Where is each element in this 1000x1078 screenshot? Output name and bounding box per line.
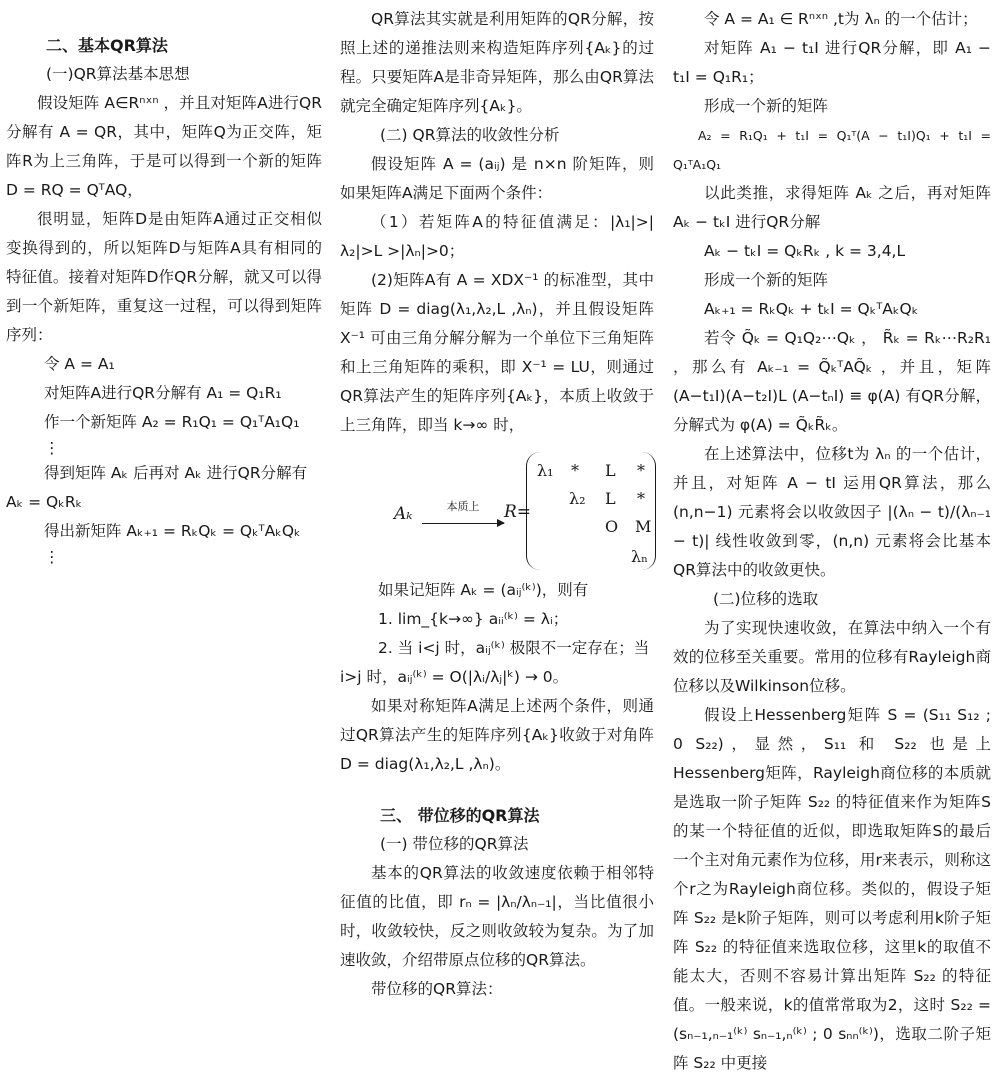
equation-line: 对矩阵A进行QR分解有 A₁ = Q₁R₁	[44, 384, 282, 402]
matrix-cell: *	[637, 461, 645, 480]
paragraph: 为了实现快速收敛，在算法中纳入一个有效的位移至关重要。常用的位移有Rayleigh商位移以及Wilkinson位移。	[673, 619, 991, 695]
equation-line: Aₖ₊₁ = RₖQₖ + tₖI = QₖᵀAₖQₖ	[704, 300, 919, 318]
paragraph: 若令 Q̃ₖ = Q₁Q₂⋯Qₖ ， R̃ₖ = Rₖ⋯R₂R₁ ，那么有 Aₖ₋₁ = Q̃ₖᵀAQ̃ₖ ，并且，矩阵 (A−t₁I)(A−t₂I)L (A−tₙI) ≡ φ(A) 有QR分解，分解式为 φ(A) = Q̃ₖR̃ₖ。	[673, 329, 991, 434]
equation-line: 作一个新矩阵 A₂ = R₁Q₁ = Q₁ᵀA₁Q₁	[44, 413, 300, 431]
column-2	[340, 0, 654, 1004]
matrix-cell: *	[571, 461, 579, 480]
matrix-cell: λₙ	[631, 547, 649, 566]
limit-matrix-equation	[340, 446, 654, 572]
subsection-heading-basic-idea: (一)QR算法基本思想	[46, 65, 190, 83]
subsection-heading-shift-selection: (二)位移的选取	[713, 590, 819, 608]
column-3	[673, 0, 991, 1078]
matrix-cell: M	[635, 517, 652, 536]
paragraph: 假设上Hessenberg矩阵 S = (S₁₁ S₁₂ ; 0 S₂₂)，显然，S₁₁ 和 S₂₂ 也是上Hessenberg矩阵，Rayleigh商位移的本质就是选取一阶子矩阵 S₂₂ 的特征值来作为矩阵S的某一个特征值的近似，即选取矩阵S的最后一个主对角元素作为位移，用r来表示，则称这个r之为Rayleigh商位移。类似的，假设子矩阵 S₂₂ 是k阶子矩阵，则可以考虑利用k阶子矩阵 S₂₂ 的特征值来选取位移，这里k的取值不能太大，否则不容易计算出矩阵 S₂₂ 的特征值。一般来说，k的值常常取为2，这时 S₂₂ = (sₙ₋₁,ₙ₋₁⁽ᵏ⁾ sₙ₋₁,ₙ⁽ᵏ⁾ ; 0 sₙₙ⁽ᵏ⁾)，选取二阶子矩阵 S₂₂ 中更接	[673, 706, 991, 1072]
vertical-ellipsis: ⋮	[44, 548, 60, 566]
matrix-cell: L	[605, 461, 616, 480]
list-item-continuation: i>j 时，aᵢⱼ⁽ᵏ⁾ = O(|λᵢ/λⱼ|ᵏ) → 0。	[340, 668, 569, 686]
paragraph: 假设矩阵 A∈Rⁿˣⁿ ，并且对矩阵A进行QR分解有 A = QR，其中，矩阵Q为正交阵，矩阵R为上三角阵，于是可以得到一个新的矩阵 D = RQ = QᵀAQ，	[6, 94, 322, 199]
paragraph: 对矩阵 A₁ − t₁I 进行QR分解，即 A₁ − t₁I = Q₁R₁；	[673, 39, 991, 86]
matrix-cell: *	[637, 489, 645, 508]
arrow-label: 本质上	[446, 500, 480, 513]
upper-triangular-matrix	[526, 452, 656, 570]
arrow-line	[422, 523, 504, 524]
paragraph: 在上述算法中，位移t为 λₙ 的一个估计，并且，对矩阵 A − tI 运用QR算法，那么 (n,n−1) 元素将会以收敛因子 |(λₙ − t)/(λₙ₋₁ − t)| 线性收敛到零，(n,n) 元素将会比基本QR算法中的收敛更快。	[673, 445, 991, 579]
subsection-heading-convergence: (二) QR算法的收敛性分析	[380, 126, 560, 144]
paragraph: 令 A = A₁ ∈ Rⁿˣⁿ ,t为 λₙ 的一个估计；	[704, 10, 978, 28]
matrix-cell: λ₂	[569, 489, 586, 508]
matrix-cell: λ₁	[537, 461, 554, 480]
subsection-heading-shifted-qr: (一) 带位移的QR算法	[380, 835, 529, 853]
paragraph: QR算法其实就是利用矩阵的QR分解，按照上述的递推法则来构造矩阵序列{Aₖ}的过程。只要矩阵A是非奇异矩阵，那么由QR算法就完全确定矩阵序列{Aₖ}。	[340, 10, 654, 115]
paragraph: 如果对称矩阵A满足上述两个条件，则通过QR算法产生的矩阵序列{Aₖ}收敛于对角阵 D = diag(λ₁,λ₂,L ,λₙ)。	[340, 697, 654, 773]
paragraph: 假设矩阵 A = (aᵢⱼ) 是 n×n 阶矩阵，则如果矩阵A满足下面两个条件：	[340, 155, 654, 202]
section-heading-basic-qr: 二、基本QR算法	[46, 36, 168, 55]
paragraph: （1）若矩阵A的特征值满足：|λ₁|>|λ₂|>L >|λₙ|>0；	[340, 213, 654, 260]
matrix-left-symbol: Aₖ	[394, 504, 413, 524]
paragraph: (2)矩阵A有 A = XDX⁻¹ 的标准型，其中矩阵 D = diag(λ₁,λ₂,L ,λₙ)，并且假设矩阵 X⁻¹ 可由三角分解分解为一个单位下三角矩阵和上三角矩阵的乘积，即 X⁻¹ = LU，则通过QR算法产生的矩阵序列{Aₖ}，本质上收敛于上三角阵，即当 k→∞ 时，	[340, 271, 654, 434]
equation-line: 得出新矩阵 Aₖ₊₁ = RₖQₖ = QₖᵀAₖQₖ	[44, 522, 301, 540]
equation-line: 得到矩阵 Aₖ 后再对 Aₖ 进行QR分解有	[44, 464, 308, 482]
paragraph: 如果记矩阵 Aₖ = (aᵢⱼ⁽ᵏ⁾)，则有	[378, 581, 589, 599]
vertical-ellipsis: ⋮	[44, 439, 60, 457]
matrix-right-symbol: R=	[504, 502, 532, 522]
paragraph: 基本的QR算法的收敛速度依赖于相邻特征值的比值，即 rₙ = |λₙ/λₙ₋₁|，当比值很小时，收敛较快，反之则收敛较为复杂。为了加速收敛，介绍带原点位移的QR算法。	[340, 864, 654, 969]
paragraph: 带位移的QR算法：	[371, 980, 503, 998]
list-item: 1. lim_{k→∞} aᵢᵢ⁽ᵏ⁾ = λᵢ；	[378, 610, 569, 628]
section-heading-shifted-qr: 三、 带位移的QR算法	[380, 806, 540, 825]
column-1	[6, 0, 322, 568]
matrix-cell: L	[605, 489, 616, 508]
paragraph: 形成一个新的矩阵	[704, 271, 829, 289]
paragraph: 形成一个新的矩阵	[704, 97, 829, 115]
equation-line: A₂ = R₁Q₁ + t₁I = Q₁ᵀ(A − t₁I)Q₁ + t₁I = Q₁ᵀA₁Q₁	[673, 128, 991, 172]
convergence-arrow	[422, 492, 504, 524]
equation-line: 令 A = A₁	[44, 355, 115, 373]
equation-line: Aₖ = QₖRₖ	[6, 493, 83, 511]
paragraph: 很明显，矩阵D是由矩阵A通过正交相似变换得到的，所以矩阵D与矩阵A具有相同的特征值。接着对矩阵D作QR分解，就又可以得到一个新矩阵，重复这一过程，可以得到矩阵序列：	[6, 210, 322, 344]
equation-line: Aₖ − tₖI = QₖRₖ , k = 3,4,L	[704, 242, 906, 260]
paragraph: 以此类推，求得矩阵 Aₖ 之后，再对矩阵 Aₖ − tₖI 进行QR分解	[673, 184, 991, 231]
matrix-cell: O	[605, 517, 619, 536]
list-item: 2. 当 i<j 时，aᵢⱼ⁽ᵏ⁾ 极限不一定存在；当	[378, 639, 650, 657]
